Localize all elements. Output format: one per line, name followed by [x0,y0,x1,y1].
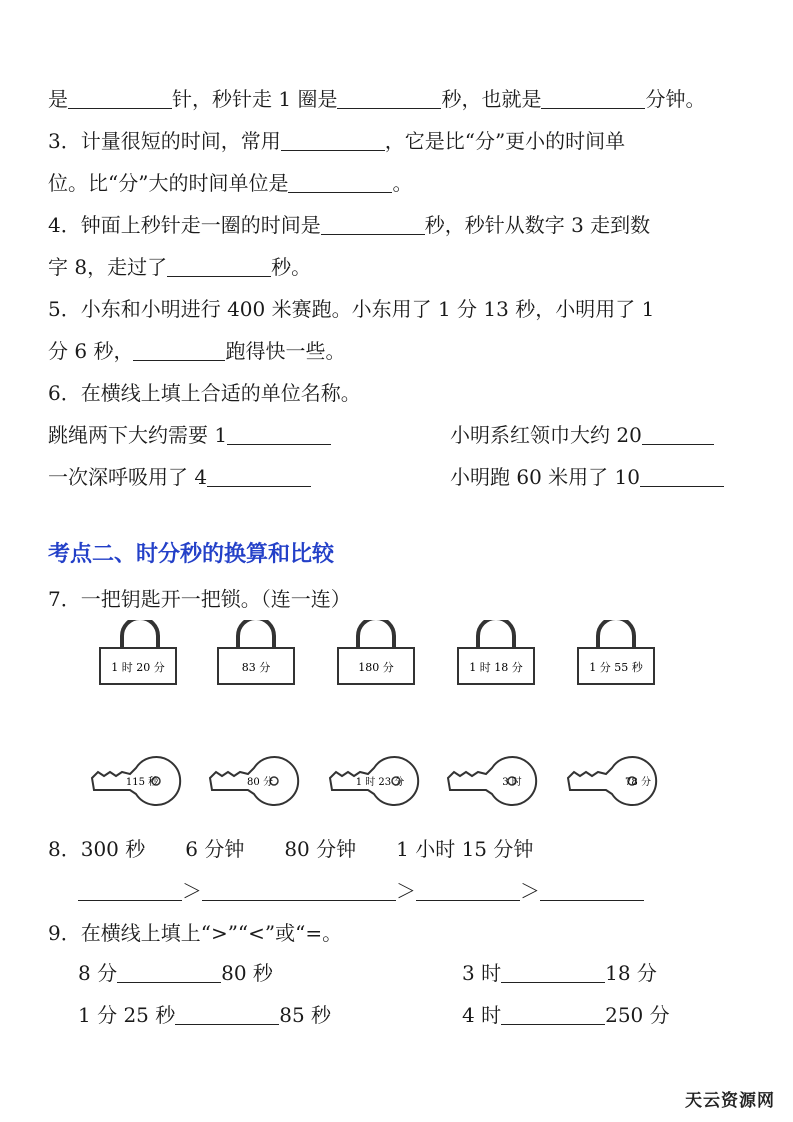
blank[interactable] [167,256,271,277]
lock-label: 1 时 20 分 [111,661,165,674]
q3-line1: 3．计量很短的时间，常用 ，它是比“分”更小的时间单 [48,129,626,153]
blank[interactable] [501,962,605,983]
blank[interactable] [288,172,392,193]
q9-item-1: 8 分 80 秒 [78,961,273,985]
blank[interactable] [227,424,331,445]
lock[interactable] [338,620,414,684]
lock[interactable] [218,620,294,684]
q4-line1: 4．钟面上秒针走一圈的时间是 秒，秒针从数字 3 走到数 [48,213,651,237]
q9-item-2: 3 时 18 分 [462,961,657,985]
section-heading: 考点二、时分秒的换算和比较 [48,542,335,567]
q8-order-line: ＞ ＞ ＞ [78,876,644,906]
blank[interactable] [642,424,714,445]
locks-and-keys-figure [0,620,793,820]
blank[interactable] [175,1004,279,1025]
blank[interactable] [540,880,644,901]
lock-label: 180 分 [358,661,394,674]
q2-line: 是 针，秒针走 1 圈是 秒，也就是 分钟。 [48,87,706,111]
blank[interactable] [78,880,182,901]
key[interactable] [448,757,536,805]
blank[interactable] [202,880,396,901]
lock[interactable] [100,620,176,684]
blank[interactable] [416,880,520,901]
blank[interactable] [117,962,221,983]
key[interactable] [210,757,298,805]
q9-item-3: 1 分 25 秒 85 秒 [78,1003,332,1027]
q6-item-1: 跳绳两下大约需要 1 [48,420,331,450]
q9-title: 9．在横线上填上“>”“<”或“=。 [48,921,343,945]
blank[interactable] [68,88,172,109]
lock-label: 83 分 [241,661,271,674]
blank[interactable] [281,130,385,151]
q6-title: 6．在横线上填上合适的单位名称。 [48,381,361,405]
q7-title: 7．一把钥匙开一把锁。（连一连） [48,587,351,611]
q8-title: 8．300 秒 6 分钟 80 分钟 1 小时 15 分钟 [48,837,534,861]
q5-line1: 5．小东和小明进行 400 米赛跑。小东用了 1 分 13 秒，小明用了 1 [48,297,655,321]
blank[interactable] [337,88,441,109]
q4-line2: 字 8，走过了 秒。 [48,255,312,279]
lock[interactable] [458,620,534,684]
key-label: 3 时 [502,777,522,788]
q6-item-2: 小明系红领巾大约 20 [450,420,714,450]
key-label: 78 分 [625,777,651,788]
key[interactable] [92,757,180,805]
key-label: 80 分 [247,777,273,788]
blank[interactable] [133,340,225,361]
blank[interactable] [207,466,311,487]
footer-brand: 天云资源网 [685,1091,775,1111]
blank[interactable] [541,88,645,109]
lock[interactable] [578,620,654,684]
blank[interactable] [321,214,425,235]
q5-line2: 分 6 秒， 跑得快一些。 [48,339,346,363]
key-label: 115 秒 [125,777,159,788]
key[interactable] [568,757,656,805]
blank[interactable] [640,466,724,487]
lock-label: 1 时 18 分 [469,661,523,674]
q6-item-3: 一次深呼吸用了 4 [48,462,311,492]
q9-item-4: 4 时 250 分 [462,1003,670,1027]
key[interactable] [330,757,418,805]
lock-label: 1 分 55 秒 [589,661,643,674]
blank[interactable] [501,1004,605,1025]
q6-item-4: 小明跑 60 米用了 10 [450,462,724,492]
q3-line2: 位。比“分”大的时间单位是 。 [48,171,413,195]
key-label: 1 时 23 分 [355,777,405,788]
